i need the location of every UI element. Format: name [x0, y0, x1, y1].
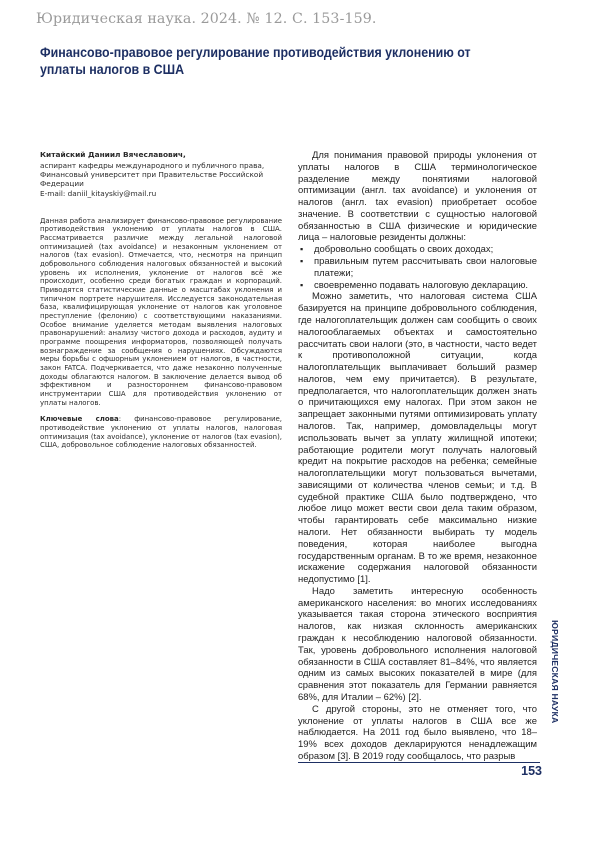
- journal-side-label: [548, 620, 560, 770]
- body-paragraph-4: С другой стороны, это не отменяет того, что уклонение от уплаты налогов в США все же наблюдается. На 2011 год было выявлено, что 18–19% всех доходов декларируются ненадлежащим образом [3]. В 2019 году сообщалось, что разрыв: [298, 703, 537, 762]
- body-paragraph-2: Можно заметить, что налоговая система США базируется на принципе добровольного соблюдения, где налогоплательщик должен сам сообщить о своих налогооблагаемых объектах и самостоятельно рассчитать свои налоги (это, в частности, часто ведет к противоположной ситуации, когда налогоплательщик выплачивает больший размер налогов, чем ему причитается). В результате, предполагается, что налогоплательщик должен знать о причитающихся ему налогах. При этом закон не запрещает законными путями оптимизировать уплату налогов. Так, например, домовладельцы могут использовать вычет за уплату жилищной ипотеки; работающие родители могут получать налоговый кредит на покрытие расходов на ребенка; семейные налогоплательщики могут пользоваться вычетами, зависящими от количества членов семьи; и т.д. В судебной практике США было подтверждено, что любое лицо может вести свои дела таким образом, чтобы гарантировать себе максимально низкие налоги. Нет обязанности выбирать ту модель поведения, которая наиболее выгодна государственным органам. В то же время, незаконное искажение содержания налоговой обязанности недопустимо [1].: [298, 291, 537, 586]
- body-paragraph-1: Для понимания правовой природы уклонения от уплаты налогов в США терминологическое разделение между понятиями налоговой оптимизации (англ. tax avoidance) и уклонения от налогов (англ. tax evasion) приобретает особое значение. В соответствии с сущностью налоговой обязанностью в США физические и юридические лица – налоговые резиденты должны:: [298, 150, 537, 244]
- obligations-list: [298, 244, 537, 291]
- author-affiliation: аспирант кафедры международного и публичного права, Финансовый университет при Правительстве Российской Федерации: [40, 161, 265, 189]
- body-column: [298, 150, 537, 763]
- list-item: ▪ добровольно сообщать о своих доходах;: [298, 244, 537, 256]
- list-item: ▪ своевременно подавать налоговую декларацию.: [298, 280, 537, 292]
- article-title: Финансово-правовое регулирование противодействия уклонению от уплаты налогов в США: [40, 44, 471, 77]
- keywords-text: : финансово-правовое регулирование, противодействие уклонению от уплаты налогов, налоговая оптимизация (tax avoidance), уклонение от налогов (tax evasion), США, добровольное соблюдение налоговых обязанностей.: [40, 415, 282, 450]
- author-name: Китайский Даниил Вячеславович,: [40, 150, 186, 159]
- page-footer-rule: [298, 762, 540, 763]
- author-email: E-mail: daniil_kitayskiy@mail.ru: [40, 188, 157, 198]
- page-number: 153: [521, 764, 542, 778]
- list-item: ▪ правильным путем рассчитывать свои налоговые платежи;: [298, 256, 537, 280]
- abstract: Данная работа анализирует финансово-правовое регулирование противодействия уклонению от уплаты налогов в США. Рассматривается различие между легальной налоговой оптимизацией (tax avoidance) и незаконным уклонением от налогов (tax evasion). Отмечается, что, несмотря на принцип добровольного соблюдения налоговых обязанностей и высокий уровень их исполнения, уклонение от налогов всё же происходит, особенно среди богатых граждан и корпораций. Приводятся статистические данные о масштабах уклонения и типичном портрете нарушителя. Исследуется законодательная база, квалифицирующая уклонение от налогов как уголовное преступление (фелонию) с соответствующими наказаниями. Особое внимание уделяется методам выявления налоговых правонарушений: анализу чистого дохода и расходов, аудиту и программе поощрения информаторов, позволяющей получать вознаграждение за сообщения о нарушениях. Обсуждаются меры борьбы с офшорным уклонением от налогов, в частности, закон FATCA. Подчеркивается, что даже незаконно полученные доходы облагаются налогом. В заключение делается вывод об эффективном и разностороннем финансово-правовом инструментарии США для противодействия уклонению от уплаты налогов.: [40, 216, 282, 407]
- keywords: [40, 415, 282, 450]
- body-paragraph-3: Надо заметить интересную особенность американского населения: во многих исследованиях указывается такая сторона этического восприятия налогов, как низкая склонность американских граждан к несоблюдению налоговой обязанности. Так, уровень добровольного исполнения налоговой обязанности в США составляет 81–84%, что является одним из самых высоких показателей в мире (для сравнения этот показатель для Германии равняется 68%, для Италии – 62%) [2].: [298, 585, 537, 703]
- keywords-label: Ключевые слова: [40, 415, 119, 424]
- journal-reference: Юридическая наука. 2024. № 12. С. 153-159.: [36, 11, 377, 27]
- side-label-text: ЮРИДИЧЕСКАЯ НАУКА: [550, 620, 560, 724]
- author-abstract-column: [40, 150, 282, 450]
